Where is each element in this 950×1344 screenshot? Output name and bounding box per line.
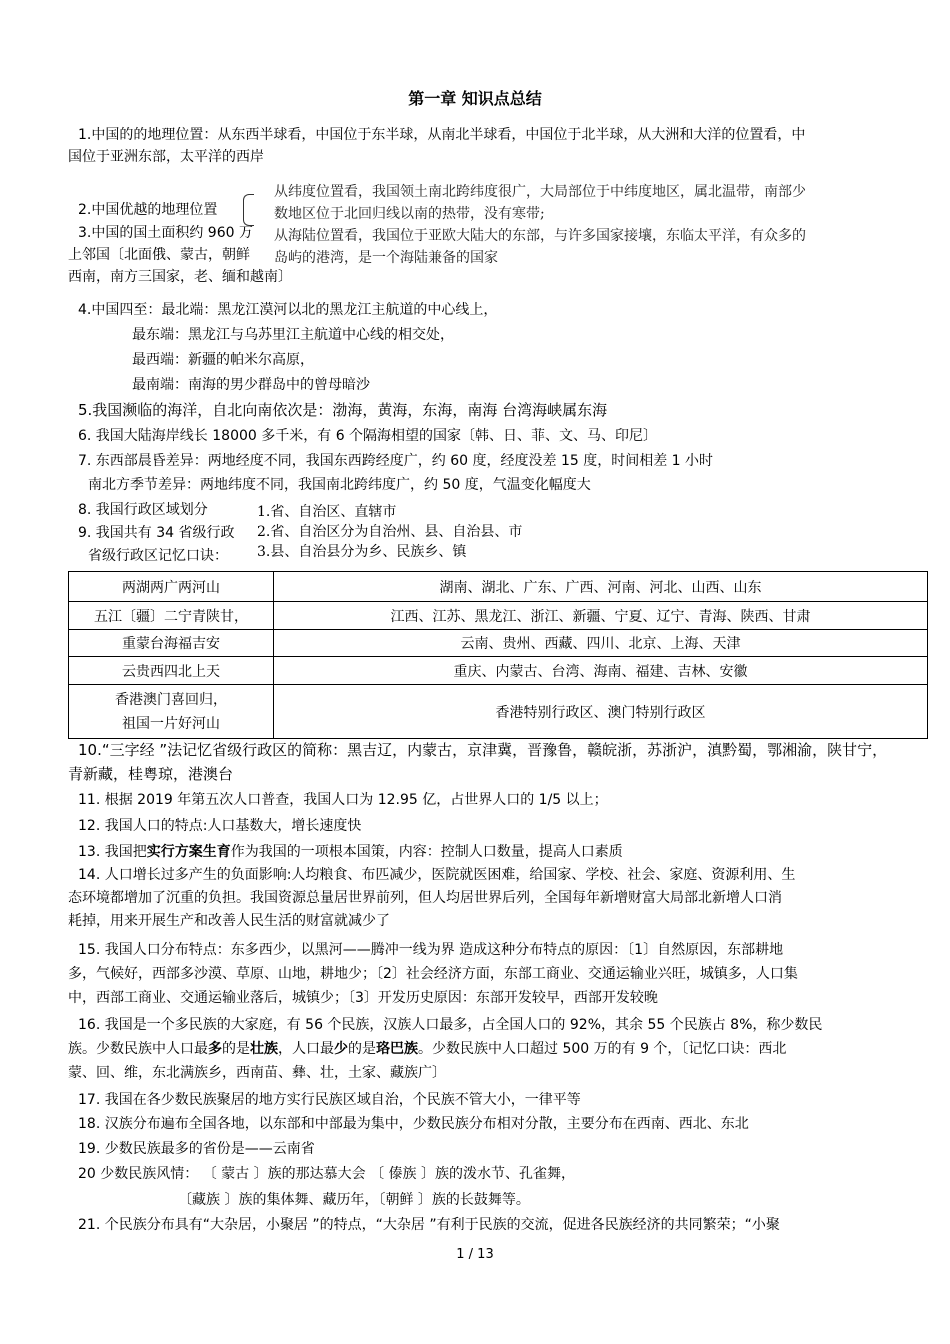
province-cell: 云南、贵州、西藏、四川、北京、上海、天津 xyxy=(274,630,928,657)
geographic-position-textbox xyxy=(274,181,914,269)
text-line: 2.中国优越的地理位置 xyxy=(78,202,218,218)
text-line: 8. 我国行政区域划分 xyxy=(78,502,208,518)
text-line: 17. 我国在各少数民族聚居的地方实行民族区域自治，个民族不管大小，一律平等 xyxy=(78,1092,581,1108)
page-title: 第一章 知识点总结 xyxy=(408,89,542,108)
paragraph-12 xyxy=(68,814,888,838)
paragraph-17 xyxy=(68,1088,888,1112)
text-line: 12. 我国人口的特点:人口基数大，增长速度快 xyxy=(78,818,362,834)
mnemonic-cell xyxy=(69,685,274,739)
text-run: 族。少数民族中人口最 xyxy=(68,1041,208,1057)
emphasis-text: 少 xyxy=(334,1041,348,1057)
text-line: 2.省、自治区分为自治州、县、自治县、市 xyxy=(257,524,523,540)
text-line: 6. 我国大陆海岸线长 18000 多千米，有 6 个隔海相望的国家〔韩、日、菲、文、马、印尼〕 xyxy=(78,428,658,444)
paragraph-21 xyxy=(68,1213,888,1237)
paragraph-14 xyxy=(68,864,888,933)
emphasis-text: 多 xyxy=(208,1041,222,1057)
province-cell: 香港特别行政区、澳门特别行政区 xyxy=(274,685,928,739)
text-line: 最南端：南海的男少群岛中的曾母暗沙 xyxy=(132,377,370,393)
paragraph-16 xyxy=(68,1013,888,1085)
text-line xyxy=(68,1037,888,1061)
paragraph-18 xyxy=(68,1112,888,1136)
table-row xyxy=(69,572,928,602)
paragraph-5 xyxy=(68,398,888,422)
paragraph-1 xyxy=(68,124,888,168)
text-line: 国位于亚洲东部，太平洋的西岸 xyxy=(68,149,264,165)
text-run: 13. 我国把 xyxy=(78,844,147,860)
text-line xyxy=(68,840,888,864)
mnemonic-cell: 两湖两广两河山 xyxy=(69,572,274,602)
paragraph-15 xyxy=(68,938,888,1010)
text-line: 〔藏族 〕族的集体舞、藏历年，〔朝鲜 〕族的长鼓舞等。 xyxy=(178,1192,530,1208)
paragraph-4 xyxy=(68,298,888,398)
text-run: 。少数民族中人口超过 500 万的有 9 个，〔记忆口诀：西北 xyxy=(418,1041,787,1057)
text-line: 3.县、自治县分为乡、民族乡、镇 xyxy=(257,544,467,560)
text-line: 耗掉，用来开展生产和改善人民生活的财富就减少了 xyxy=(68,913,390,929)
text-line: 西南，南方三国家，老、缅和越南〕 xyxy=(68,269,292,285)
text-line: 1.省、自治区、直辖市 xyxy=(257,504,397,520)
text-run: 作为我国的一项根本国策，内容：控制人口数量，提高人口素质 xyxy=(230,844,623,860)
mnemonic-cell: 五江〔疆〕二宁青陕甘， xyxy=(69,602,274,630)
text-line: 最东端：黑龙江与乌苏里江主航道中心线的相交处， xyxy=(132,327,454,343)
emphasis-text: 珞巴族 xyxy=(376,1041,418,1057)
text-line: 青新藏，桂粤琼，港澳台 xyxy=(68,765,234,783)
paragraph-20 xyxy=(68,1161,888,1213)
text-line: 蒙、回、维，东北满族乡，西南苗、彝、壮，土家、藏族广〕 xyxy=(68,1065,446,1081)
text-line: 3.中国的国土面积约 960 万 xyxy=(78,225,253,241)
text-line: 中，西部工商业、交通运输业落后，城镇少；〔3〕开发历史原因：东部开发较早，西部开发较晚 xyxy=(68,990,658,1006)
paragraph-13 xyxy=(68,840,888,864)
table-row xyxy=(69,630,928,657)
text-line: 岛屿的港湾，是一个海陆兼备的国家 xyxy=(274,250,498,266)
paragraph-7 xyxy=(68,449,888,497)
text-run: 的是 xyxy=(348,1041,376,1057)
text-line: 20 少数民族风情： 〔 蒙古 〕族的那达慕大会 〔 傣族 〕族的泼水节、孔雀舞， xyxy=(78,1166,575,1182)
text-line: 14. 人口增长过多产生的负面影响:人均粮食、布匹减少，医院就医困难，给国家、学校、社会、家庭、资源利用、生 xyxy=(78,867,796,883)
text-line: 态环境都增加了沉重的负担。我国资源总量居世界前列，但人均居世界后列，全国每年新增财富大局部北新增人口消 xyxy=(68,890,782,906)
text-line: 省级行政区记忆口诀： xyxy=(88,548,228,564)
paragraph-11 xyxy=(68,788,888,812)
emphasis-text: 实行方案生育 xyxy=(146,844,231,860)
mnemonic-cell: 云贵西四北上天 xyxy=(69,657,274,685)
table-row xyxy=(69,602,928,630)
text-line: 9. 我国共有 34 省级行政 xyxy=(78,525,235,541)
text-line: 19. 少数民族最多的省份是——云南省 xyxy=(78,1141,315,1157)
text-line: 15. 我国人口分布特点：东多西少，以黑河——腾冲一线为界 造成这种分布特点的原因：〔1〕自然原因，东部耕地 xyxy=(78,942,784,958)
text-line: 数地区位于北回归线以南的热带，没有寒带; xyxy=(274,206,545,222)
text-line: 11. 根据 2019 年第五次人口普查，我国人口为 12.95 亿，占世界人口的 1/5 以上； xyxy=(78,792,608,808)
paragraph-6 xyxy=(68,424,888,448)
text-line: 5.我国濒临的海洋，自北向南依次是：渤海，黄海，东海，南海 台湾海峡属东海 xyxy=(78,401,608,419)
text-line: 多，气候好，西部多沙漠、草原、山地，耕地少；〔2〕社会经济方面，东部工商业、交通运输业兴旺，城镇多，人口集 xyxy=(68,966,798,982)
brace-icon xyxy=(243,194,254,226)
text-line: 10.“三字经 ”法记忆省级行政区的简称：黑吉辽，内蒙古，京津冀，晋豫鲁，赣皖浙，苏浙沪，滇黔蜀，鄂湘渝，陕甘宁， xyxy=(78,741,888,759)
mnemonic-line: 祖国一片好河山 xyxy=(122,715,220,732)
text-line: 1.中国的的地理位置：从东西半球看，中国位于东半球，从南北半球看，中国位于北半球，从大洲和大洋的位置看，中 xyxy=(78,127,806,143)
province-cell: 重庆、内蒙古、台湾、海南、福建、吉林、安徽 xyxy=(274,657,928,685)
text-run: 的是 xyxy=(222,1041,250,1057)
text-line: 21. 个民族分布具有“大杂居，小聚居 ”的特点，“大杂居 ”有利于民族的交流，促进各民族经济的共同繁荣；“小聚 xyxy=(78,1217,780,1233)
text-line: 从海陆位置看，我国位于亚欧大陆大的东部，与许多国家接壤，东临太平洋，有众多的 xyxy=(274,228,806,244)
text-line: 4.中国四至：最北端：黑龙江漠河以北的黑龙江主航道的中心线上， xyxy=(78,302,498,318)
text-line: 南北方季节差异：两地纬度不同，我国南北跨纬度广，约 50 度，气温变化幅度大 xyxy=(88,477,591,493)
text-line: 18. 汉族分布遍布全国各地，以东部和中部最为集中，少数民族分布相对分散，主要分布在西南、西北、东北 xyxy=(78,1116,749,1132)
emphasis-text: 壮族 xyxy=(250,1041,278,1057)
text-run: ，人口最 xyxy=(278,1041,334,1057)
text-line: 最西端：新疆的帕米尔高原， xyxy=(132,352,314,368)
text-line: 上邻国〔北面俄、蒙古，朝鲜 xyxy=(68,247,250,263)
province-cell: 湖南、湖北、广东、广西、河南、河北、山西、山东 xyxy=(274,572,928,602)
paragraph-10 xyxy=(68,738,888,786)
text-line: 7. 东西部晨昏差异：两地经度不同，我国东西跨经度广，约 60 度，经度没差 15 度，时间相差 1 小时 xyxy=(78,453,714,469)
province-cell: 江西、江苏、黑龙江、浙江、新疆、宁夏、辽宁、青海、陕西、甘肃 xyxy=(274,602,928,630)
table-row xyxy=(69,685,928,739)
paragraph-19 xyxy=(68,1137,888,1161)
page-number: 1 / 13 xyxy=(456,1247,494,1262)
mnemonic-cell: 重蒙台海福吉安 xyxy=(69,630,274,657)
table-row xyxy=(69,657,928,685)
province-mnemonic-table xyxy=(68,571,928,739)
mnemonic-line: 香港澳门喜回归， xyxy=(115,691,227,708)
text-line: 从纬度位置看，我国领土南北跨纬度很广，大局部位于中纬度地区，属北温带，南部少 xyxy=(274,184,806,200)
text-line: 16. 我国是一个多民族的大家庭，有 56 个民族，汉族人口最多，占全国人口的 92%，其余 55 个民族占 8%，称少数民 xyxy=(78,1017,823,1033)
admin-division-textbox xyxy=(257,502,522,562)
